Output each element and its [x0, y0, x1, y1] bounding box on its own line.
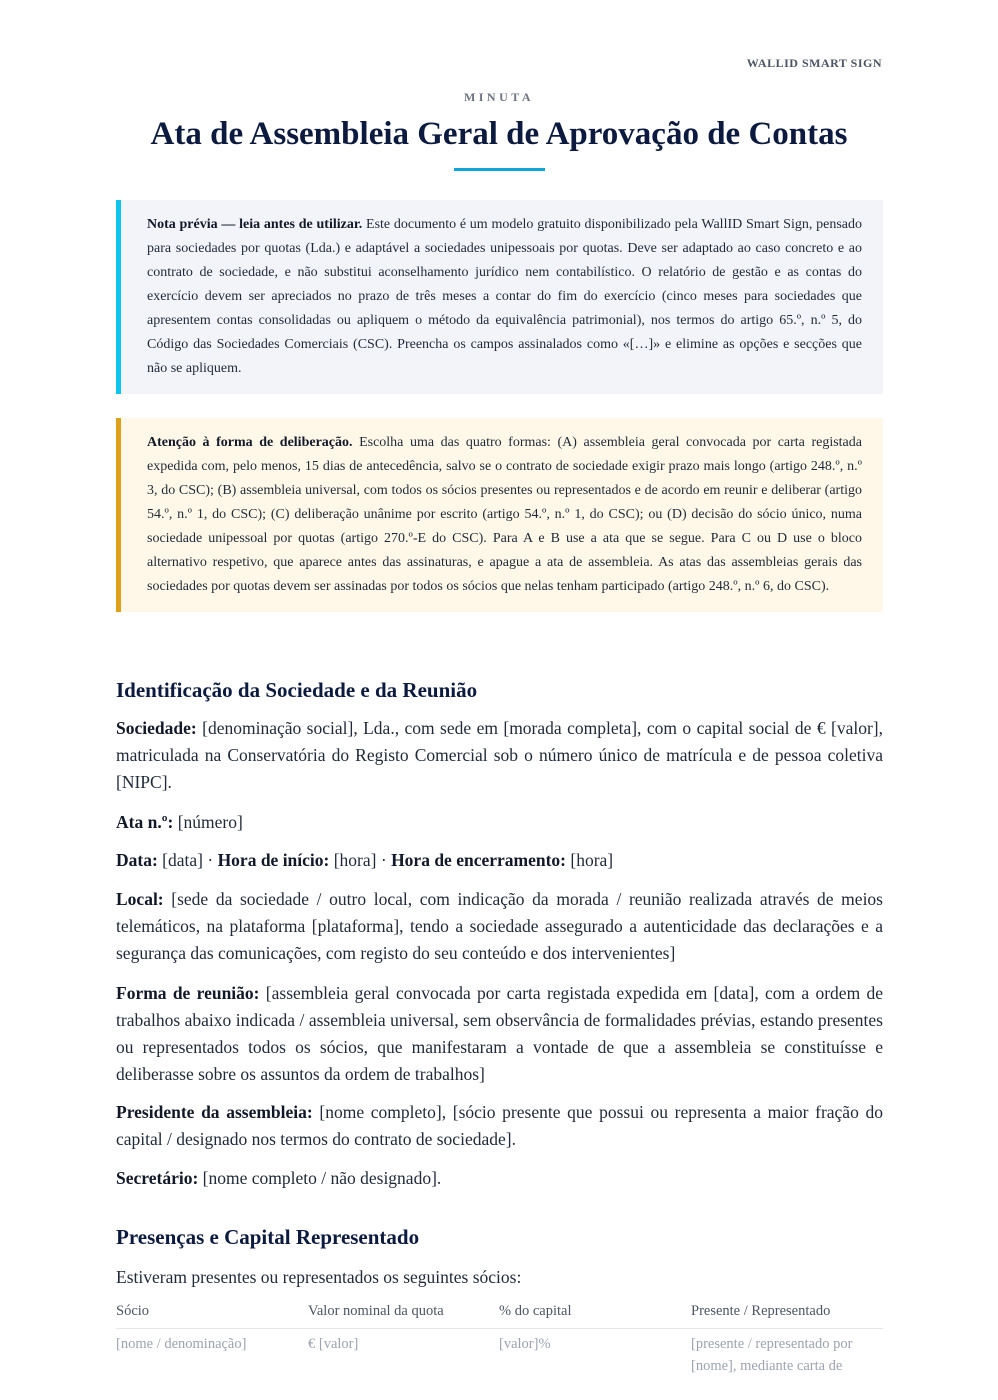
field-start-time-label: Hora de início: — [217, 850, 330, 870]
cell-present: [presente / representado por [nome], mediante carta de — [691, 1336, 853, 1374]
document-title: Ata de Assembleia Geral de Aprovação de Contas — [150, 116, 848, 152]
field-sociedade — [116, 715, 883, 796]
cell-nominal-value: € [valor] — [308, 1336, 359, 1352]
field-local-label: Local: — [116, 889, 164, 909]
field-secretary — [116, 1165, 883, 1192]
preliminary-note-text: Este documento é um modelo gratuito disponibilizado pela WallID Smart Sign, pensado para sociedades por quotas (Lda.) e adaptável a sociedades unipessoais por quotas. Deve ser adaptado ao caso concreto e ao contrato de sociedade, e não substitui aconselhamento jurídico nem contabilístico. O relatório de gestão e as contas do exercício devem ser apreciados no prazo de três meses a contar do fim do exercício (cinco meses para sociedades que apresentem contas consolidadas ou apliquem o método da equivalência patrimonial), nos termos do artigo 65.º, n.º 5, do Código das Sociedades Comerciais (CSC). Preencha os campos assinalados como «[…]» e elimine as opções e secções que não se apliquem. — [147, 217, 862, 376]
field-meeting-form — [116, 980, 883, 1088]
document-kicker: MINUTA — [463, 90, 535, 104]
preliminary-note-lead: Nota prévia — leia antes de utilizar. — [147, 217, 363, 232]
column-header-capital-percent: % do capital — [499, 1303, 572, 1319]
field-end-time-label: Hora de encerramento: — [391, 850, 566, 870]
field-ata-value: [número] — [173, 812, 243, 832]
field-ata-label: Ata n.º: — [116, 812, 174, 832]
cell-socio: [nome / denominação] — [116, 1336, 247, 1352]
table-row — [116, 1329, 883, 1377]
title-underline — [454, 168, 545, 171]
field-date-value: [data] · — [157, 850, 218, 870]
field-local-value: [sede da sociedade / outro local, com indicação da morada / reunião realizada através de meios telemáticos, na plataforma [plataforma], tendo a sociedade assegurado a autenticidade das declarações e a segurança das comunicações, com registo do seu conteúdo e dos intervenientes] — [116, 889, 883, 963]
column-header-socio: Sócio — [116, 1303, 150, 1319]
section-identification-heading: Identificação da Sociedade e da Reunião — [116, 678, 478, 702]
field-date-label: Data: — [116, 850, 158, 870]
cell-capital-percent: [valor]% — [499, 1336, 551, 1352]
attendance-table — [116, 1303, 883, 1377]
field-sociedade-label: Sociedade: — [116, 718, 197, 738]
field-chairman — [116, 1099, 883, 1153]
field-meeting-form-label: Forma de reunião: — [116, 983, 260, 1003]
field-local — [116, 886, 883, 967]
section-attendance-heading: Presenças e Capital Representado — [116, 1225, 420, 1249]
deliberation-warning-text: Escolha uma das quatro formas: (A) assembleia geral convocada por carta registada expedida com, pelo menos, 15 dias de antecedência, salvo se o contrato de sociedade exigir prazo mais longo (artigo 248.º, n.º 3, do CSC); (B) assembleia universal, com todos os sócios presentes ou representados e de acordo em reunir e deliberar (artigo 54.º, n.º 1, do CSC); (C) deliberação unânime por escrito (artigo 54.º, n.º 1, do CSC); ou (D) decisão do sócio único, numa sociedade unipessoal por quotas (artigo 270.º-E do CSC). Para A e B use a ata que se segue. Para C ou D use o bloco alternativo respetivo, que aparece antes das assinaturas, e apague a ata de assembleia. As atas das assembleias gerais das sociedades por quotas devem ser assinadas por todos os sócios que nelas tenham participado (artigo 248.º, n.º 6, do CSC). — [147, 435, 862, 594]
deliberation-warning — [116, 418, 883, 612]
field-ata-number — [116, 809, 883, 836]
field-secretary-label: Secretário: — [116, 1168, 199, 1188]
field-chairman-value: [nome completo], [sócio presente que possui ou representa a maior fração do capital / designado nos termos do contrato de sociedade]. — [116, 1102, 883, 1149]
field-date-time — [116, 847, 883, 874]
field-start-time-value: [hora] · — [329, 850, 392, 870]
field-meeting-form-value: [assembleia geral convocada por carta registada expedida em [data], com a ordem de trabalhos abaixo indicada / assembleia universal, sem observância de formalidades prévias, estando presentes ou representados todos os sócios, que manifestaram a vontade de que a assembleia se constituísse e deliberasse sobre os assuntos da ordem de trabalhos] — [116, 983, 883, 1084]
field-secretary-value: [nome completo / não designado]. — [198, 1168, 442, 1188]
preliminary-note — [116, 200, 883, 394]
column-header-present: Presente / Representado — [691, 1303, 831, 1319]
column-header-nominal-value: Valor nominal da quota — [308, 1303, 444, 1319]
field-sociedade-value: [denominação social], Lda., com sede em [morada completa], com o capital social de € [valor], matriculada na Conservatória do Registo Comercial sob o número único de matrícula e de pessoa coletiva [NIPC]. — [116, 718, 883, 792]
attendance-intro: Estiveram presentes ou representados os seguintes sócios: — [116, 1267, 522, 1287]
deliberation-warning-lead: Atenção à forma de deliberação. — [147, 435, 353, 450]
field-end-time-value: [hora] — [566, 850, 614, 870]
attendance-table-header — [116, 1303, 883, 1329]
brand-name: WALLID SMART SIGN — [746, 56, 882, 70]
field-chairman-label: Presidente da assembleia: — [116, 1102, 313, 1122]
